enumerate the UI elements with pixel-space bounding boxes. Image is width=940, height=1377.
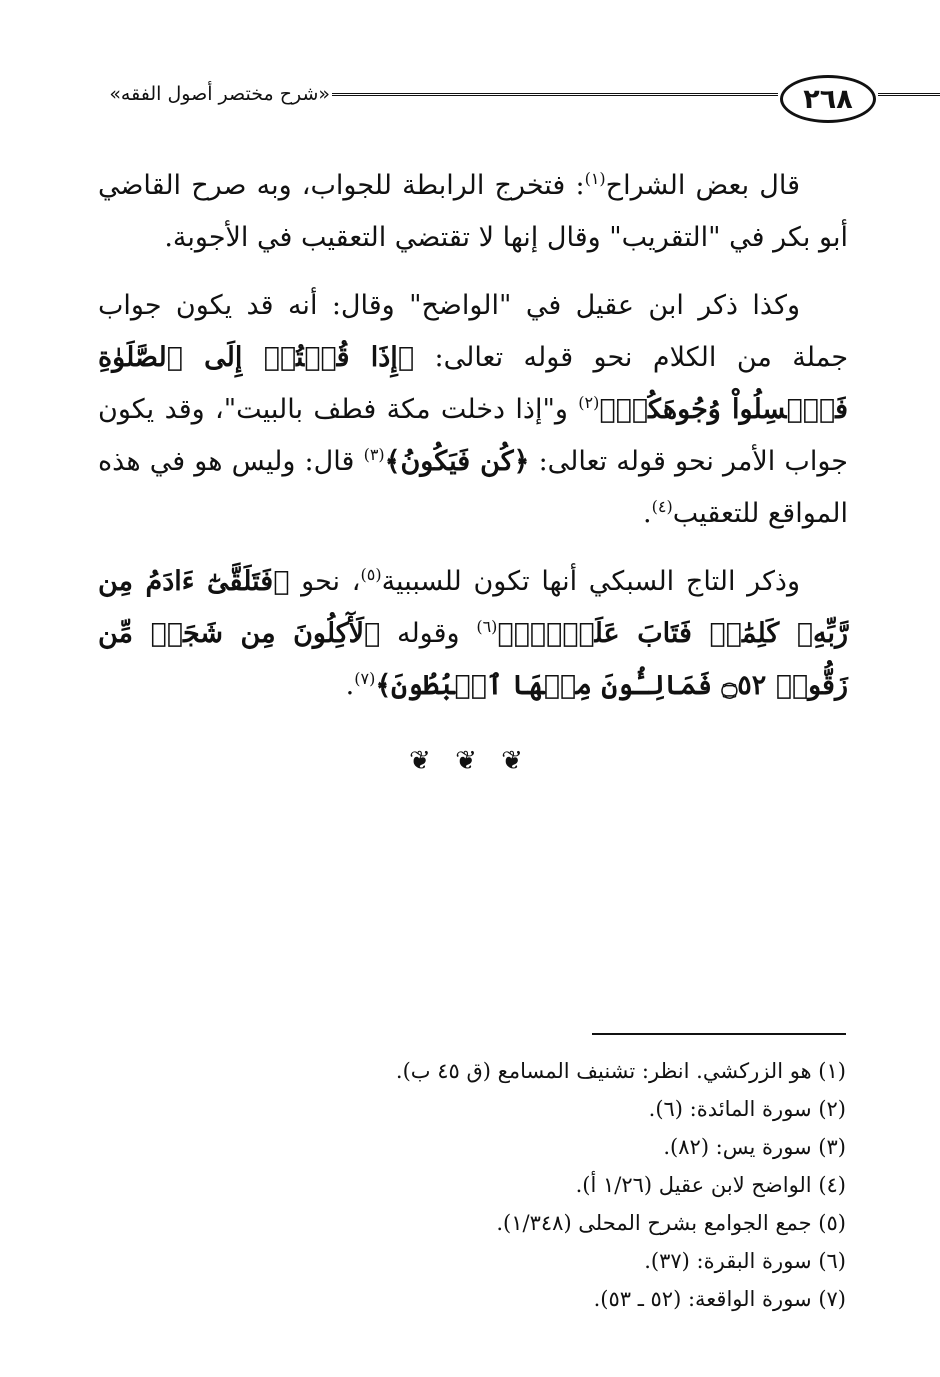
header-rule-left bbox=[332, 93, 778, 96]
footnote-5: (٥) جمع الجوامع بشرح المحلى (١/٣٤٨). bbox=[496, 1211, 846, 1235]
page-number: ٢٦٨ bbox=[780, 75, 876, 123]
paragraph-3 bbox=[98, 556, 848, 712]
footnote-separator bbox=[592, 1033, 846, 1035]
footnote-6: (٦) سورة البقرة: (٣٧). bbox=[644, 1249, 846, 1273]
paragraph-2-text-a: وكذا ذكر ابن عقيل في "الواضح" وقال: أنه قد يكون جواب جملة من الكلام نحو قوله تعالى: bbox=[98, 290, 849, 373]
paragraph-1 bbox=[98, 160, 848, 264]
footnote-4: (٤) الواضح لابن عقيل (١/٢٦ أ). bbox=[575, 1173, 846, 1197]
footnote-ref-3: (٣) bbox=[363, 445, 385, 464]
footnote-ref-7: (٧) bbox=[354, 669, 376, 688]
footnote-1: (١) هو الزركشي. انظر: تشنيف المسامع (ق ٤٥ ب). bbox=[395, 1059, 846, 1083]
quran-verse-baqarah: ﴿فَتَلَقَّىٰٓ ءَادَمُ مِن رَّبِّهِۦ كَلِمَٰتٖ فَتَابَ عَلَيۡهِۚ﴾ bbox=[98, 566, 849, 649]
paragraph-2-text-b: و"إذا دخلت مكة فطف بالبيت"، وقد يكون جواب الأمر نحو قوله تعالى: bbox=[98, 394, 848, 477]
paragraph-3-text-c: وقوله bbox=[396, 618, 460, 649]
paragraph-3-text-b: ، نحو bbox=[301, 566, 361, 597]
quran-verse-yasin: ﴿كُن فَيَكُونُ﴾ bbox=[384, 446, 530, 477]
paragraph-2 bbox=[98, 280, 848, 540]
footnote-ref-2: (٢) bbox=[578, 393, 600, 412]
header-rule-right bbox=[878, 93, 940, 96]
footnote-2: (٢) سورة المائدة: (٦). bbox=[648, 1097, 846, 1121]
paragraph-1-text-a: قال بعض الشراح bbox=[605, 170, 800, 201]
footnote-ref-4: (٤) bbox=[651, 497, 673, 516]
paragraph-3-text-a: وذكر التاج السبكي أنها تكون للسببية bbox=[381, 566, 800, 597]
page-header bbox=[100, 75, 853, 127]
main-text bbox=[98, 160, 848, 728]
paragraph-2-text-d: . bbox=[643, 498, 652, 529]
footnote-3: (٣) سورة يس: (٨٢). bbox=[663, 1135, 846, 1159]
paragraph-1-text-b: : فتخرج الرابطة للجواب، وبه صرح القاضي أبو بكر في "التقريب" وقال إنها لا تقتضي التعقيب في الأجوبة. bbox=[98, 170, 848, 253]
footnote-ref-5: (٥) bbox=[360, 565, 382, 584]
section-ornament-icon: ❦ ❦ ❦ bbox=[409, 746, 531, 776]
footnote-ref-6: (٦) bbox=[476, 617, 498, 636]
paragraph-2-text-c: قال: وليس هو في هذه المواقع للتعقيب bbox=[98, 446, 848, 529]
footnote-7: (٧) سورة الواقعة: (٥٢ ـ ٥٣). bbox=[593, 1287, 846, 1311]
quran-verse-maidah: ﴿إِذَا قُمۡتُمۡ إِلَى ٱلصَّلَوٰةِ فَٱغۡسِلُواْ وُجُوهَكُمۡ﴾ bbox=[98, 342, 848, 425]
running-title: «شرح مختصر أصول الفقه» bbox=[109, 83, 330, 105]
footnote-ref-1: (١) bbox=[584, 169, 606, 188]
quran-verse-waqiah: ﴿لَأٓكِلُونَ مِن شَجَرٖ مِّن زَقُّومٖ ۝٥٢ فَمَالِـُٔونَ مِنۡهَا ٱلۡبُطُونَ﴾ bbox=[98, 618, 848, 701]
paragraph-3-text-d: . bbox=[345, 670, 355, 701]
footnotes bbox=[280, 1052, 846, 1318]
